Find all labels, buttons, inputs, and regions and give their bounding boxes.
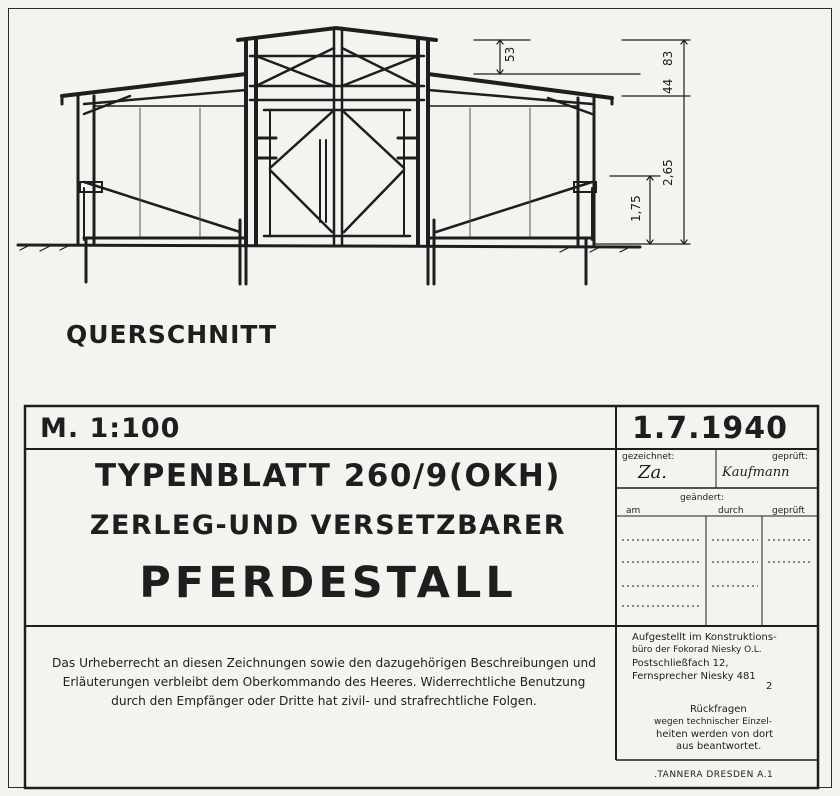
issuer-line-4: Fernsprecher Niesky 481 [632,671,756,682]
dimension-label-53: 53 [503,46,517,62]
issuer-line-3: Postschließfach 12, [632,658,729,669]
dimension-lines [474,40,690,244]
section-title: QUERSCHNITT [66,320,278,349]
drawn-by-label: gezeichnet: [622,452,675,462]
queries-line-2: wegen technischer Einzel- [654,717,772,727]
sheet-title-line1: TYPENBLATT 260/9(OKH) [95,458,561,494]
changed-col-date: am [626,506,641,516]
dimension-label-44: 44 [661,78,675,94]
scale-label: M. 1:100 [40,413,181,444]
queries-line-4: aus beantwortet. [676,741,762,752]
issuer-line-2: büro der Fokorad Niesky O.L. [632,645,762,655]
dimension-label-265: 2,65 [661,159,675,186]
right-roof [428,74,612,98]
queries-line-1: Rückfragen [690,704,747,715]
checked-by-signature: Kaufmann [722,465,790,480]
changed-col-checked: geprüft [772,506,805,516]
changed-col-by: durch [718,506,744,516]
center-roof [238,28,436,40]
sheet-title-line2: ZERLEG-UND VERSETZBARER [89,510,567,541]
issuer-line-1: Aufgestellt im Konstruktions- [632,632,777,643]
drawing-date: 1.7.1940 [632,411,789,446]
copyright-note: Das Urheberrecht an diesen Zeichnungen sowie den dazugehörigen Beschreibungen und Erläuterungen verbleibt dem Oberkommando des Heeres. Widerrechtliche Benutzung durch den Empfänger oder Dritte hat zivil- und strafrechtliche Folgen. [52,656,596,708]
changed-label: geändert: [680,493,724,503]
ground-line [18,245,640,247]
dimension-label-175: 1,75 [629,195,643,222]
checked-by-label: geprüft: [772,452,808,462]
drawn-by-signature: Za. [638,462,667,483]
outer-posts [78,96,594,245]
queries-line-3: heiten werden von dort [656,729,774,740]
issuer-line-5: 2 [766,681,773,692]
sheet-title-line3: PFERDESTALL [139,558,517,608]
dimension-label-83: 83 [661,50,675,66]
center-post [334,28,342,245]
printer-imprint: .TANNERA DRESDEN A.1 [654,770,774,780]
inner-posts [246,40,428,245]
